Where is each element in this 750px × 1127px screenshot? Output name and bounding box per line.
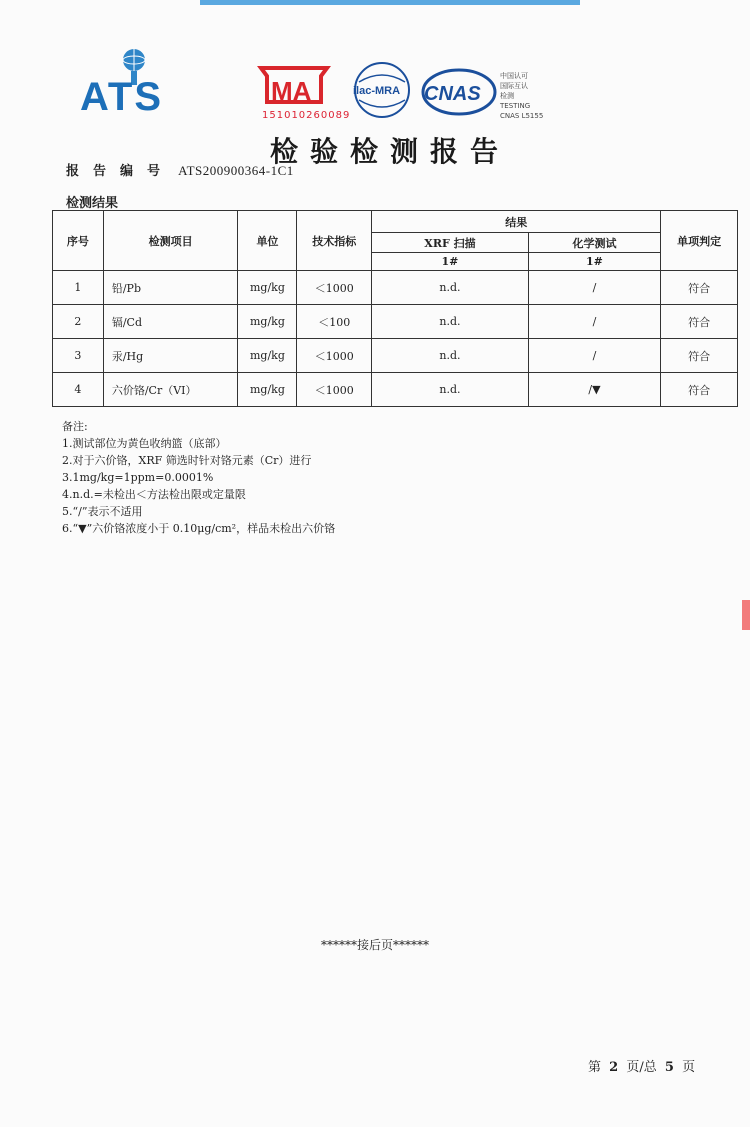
header-result: 结果 — [372, 211, 661, 233]
notes-title: 备注: — [62, 420, 88, 433]
cma-number: 151010260089 — [262, 110, 351, 121]
cell-spec: ＜1000 — [297, 373, 372, 407]
page-total: 5 — [664, 1060, 674, 1075]
table-row — [53, 339, 738, 373]
cell-seq: 2 — [53, 305, 104, 339]
table-row — [53, 305, 738, 339]
cell-spec: ＜1000 — [297, 271, 372, 305]
report-number-value: ATS200900364-1C1 — [178, 163, 294, 178]
note-line: 3.1mg/kg=1ppm=0.0001% — [62, 471, 214, 484]
cell-item: 六价铬/Cr（VI） — [103, 373, 238, 407]
results-table — [52, 210, 738, 407]
cell-seq: 4 — [53, 373, 104, 407]
cma-mark — [261, 68, 327, 106]
cell-xrf: n.d. — [372, 339, 528, 373]
cell-unit: mg/kg — [238, 271, 297, 305]
note-line: 6.“▼”六价铬浓度小于 0.10μg/cm²，样品未检出六价铬 — [62, 522, 336, 535]
cell-xrf: n.d. — [372, 271, 528, 305]
ilac-label: ilac-MRA — [353, 85, 401, 97]
report-number-label: 报告编号 — [66, 164, 175, 179]
cell-unit: mg/kg — [238, 305, 297, 339]
cell-chem: /▼ — [528, 373, 661, 407]
header-item: 检测项目 — [103, 211, 238, 271]
cell-chem: / — [528, 271, 661, 305]
ilac-mark — [353, 63, 409, 117]
cell-xrf: n.d. — [372, 305, 528, 339]
cnas-mark — [423, 70, 495, 114]
note-line: 4.n.d.=未检出＜方法检出限或定量限 — [62, 488, 246, 501]
ma-label: MA — [271, 76, 312, 106]
cell-xrf: n.d. — [372, 373, 528, 407]
cell-judge: 符合 — [661, 305, 738, 339]
ats-logo — [78, 44, 190, 116]
table-row — [53, 373, 738, 407]
note-line: 2.对于六价铬，XRF 筛选时针对铬元素（Cr）进行 — [62, 454, 312, 467]
table-row — [53, 271, 738, 305]
cell-chem: / — [528, 339, 661, 373]
header-spec: 技术指标 — [297, 211, 372, 271]
note-line: 1.测试部位为黄色收纳篮（底部） — [62, 437, 227, 450]
cell-spec: ＜100 — [297, 305, 372, 339]
header-chem: 化学测试 — [528, 233, 661, 253]
notes — [62, 418, 335, 537]
report-number — [66, 160, 294, 179]
cell-chem: / — [528, 305, 661, 339]
header-unit: 单位 — [238, 211, 297, 271]
cnas-side-text: 中国认可 国际互认 检测 TESTING CNAS L5155 — [500, 72, 544, 120]
cell-seq: 1 — [53, 271, 104, 305]
cell-seq: 3 — [53, 339, 104, 373]
cell-unit: mg/kg — [238, 339, 297, 373]
header-xrf: XRF 扫描 — [372, 233, 528, 253]
page-current: 2 — [609, 1060, 619, 1075]
top-color-strip — [200, 0, 580, 5]
cell-unit: mg/kg — [238, 373, 297, 407]
cell-judge: 符合 — [661, 373, 738, 407]
red-seal-edge — [742, 600, 750, 630]
cell-item: 铅/Pb — [103, 271, 238, 305]
cell-item: 汞/Hg — [103, 339, 238, 373]
cnas-label: CNAS — [424, 83, 481, 105]
cell-item: 镉/Cd — [103, 305, 238, 339]
cell-judge: 符合 — [661, 271, 738, 305]
header-chem-sample: 1# — [528, 253, 661, 271]
cell-spec: ＜1000 — [297, 339, 372, 373]
ats-logo-text: ATS — [80, 75, 164, 116]
header-judge: 单项判定 — [661, 211, 738, 271]
report-title: 检验检测报告 — [270, 135, 511, 168]
header-seq: 序号 — [53, 211, 104, 271]
header-xrf-sample: 1# — [372, 253, 528, 271]
section-title: 检测结果 — [66, 196, 119, 211]
note-line: 5.“/”表示不适用 — [62, 505, 143, 518]
continued-marker: ******接后页****** — [320, 938, 429, 952]
cell-judge: 符合 — [661, 339, 738, 373]
page-number: 第 2 页/总 5 页 — [588, 1060, 696, 1075]
